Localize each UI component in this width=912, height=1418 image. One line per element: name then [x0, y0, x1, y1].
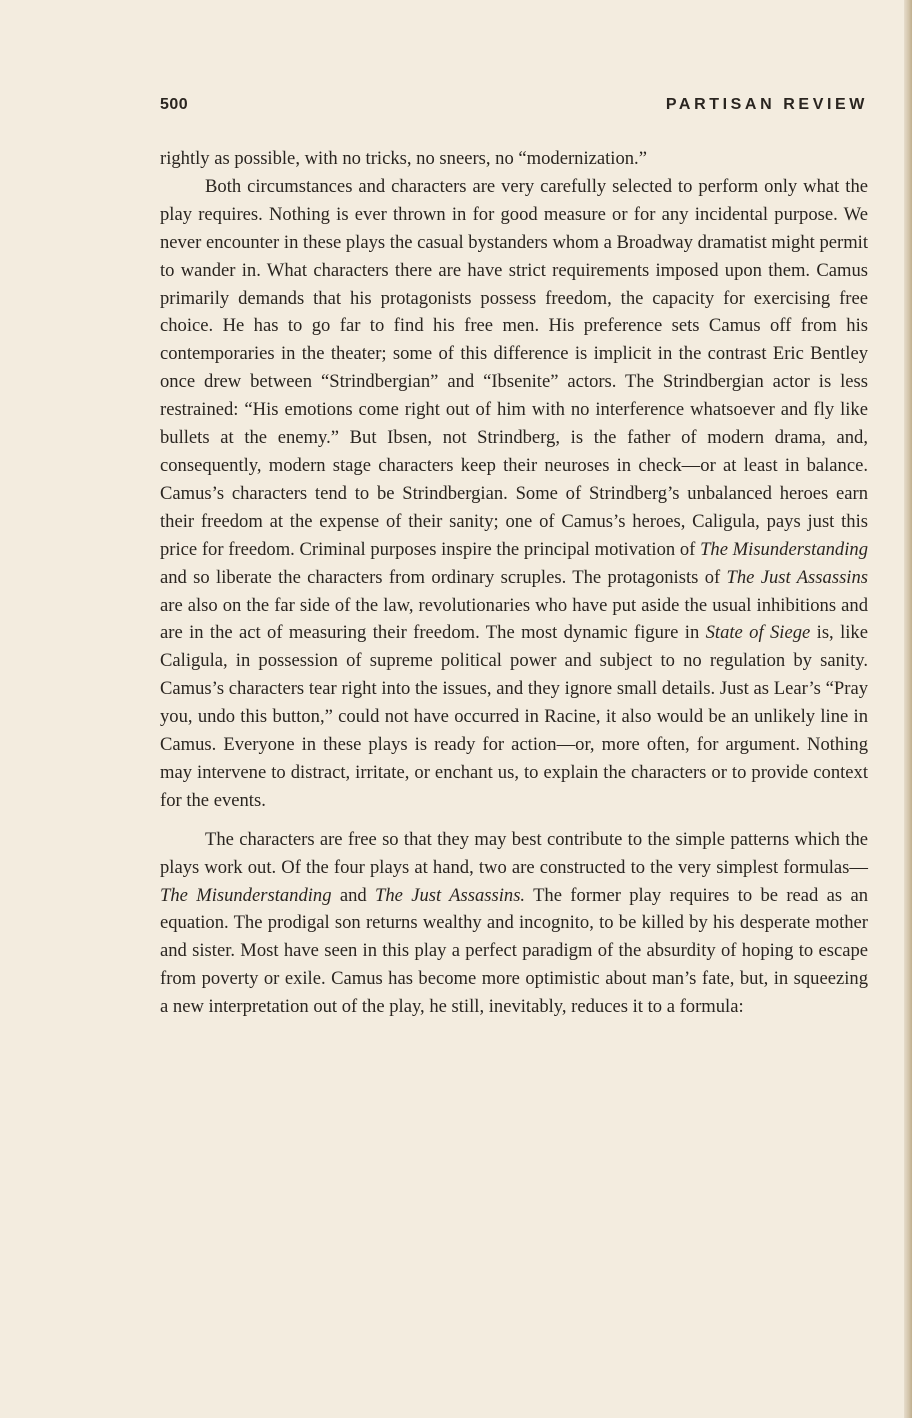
text-run: are also on the far side of the law, revolutionaries who have put aside the usual inhibitions and are in the act of measuring their freedom. The most dynamic figure in — [160, 594, 868, 644]
paragraph — [160, 826, 868, 1021]
play-title: State of Siege — [705, 622, 811, 644]
page-edge — [904, 0, 912, 1418]
paragraph — [160, 173, 868, 815]
text-run: Both circumstances and characters are very carefully selected to perform only what the play requires. Nothing is ever thrown in for good measure or for any incidental purpose. We never encounter in these plays the casual bystanders whom a Broadway dramatist might permit to wander in. What characters there are have strict requirements imposed upon them. Camus primarily demands that his protagonists possess freedom, the capacity for exercising free choice. He has to go far to find his free men. His preference sets Camus off from his contemporaries in the theater; some of this difference is implicit in the contrast Eric Bentley once drew between “Strindbergian” and “Ibsenite” actors. The Strindbergian actor is less restrained: “His emotions come right out of him with no interference whatsoever and fly like bullets at the enemy.” But Ibsen, not Strindberg, is the father of modern drama, and, consequently, modern stage characters keep their neuroses in check—or at least in balance. Camus’s characters tend to be Strindbergian. Some of Strindberg’s unbalanced heroes earn their freedom at the expense of their sanity; one of Camus’s heroes, Caligula, pays just this price for freedom. Criminal purposes inspire the principal motivation of — [160, 175, 868, 560]
text-run: The characters are free so that they may best contribute to the simple patterns which the plays work out. Of the four plays at hand, two are constructed to the very simplest formulas— — [160, 828, 868, 878]
text-run: The former play requires to be read as an equation. The prodigal son returns wealthy and incognito, to be killed by his desperate mother and sister. Most have seen in this play a perfect paradigm of the absurdity of hoping to escape from poverty or exile. Camus has become more optimistic about man’s fate, but, in squeezing a new interpretation out of the play, he still, inevitably, reduces it to a formula: — [160, 884, 868, 1018]
body-text — [160, 145, 868, 1021]
text-run: and — [339, 884, 367, 906]
running-header — [160, 96, 868, 122]
play-title: The Just Assassins — [726, 566, 868, 588]
text-run: and so liberate the characters from ordinary scruples. The protagonists of — [160, 566, 721, 588]
play-title: The Just Assassins. — [375, 884, 526, 906]
paragraph-continued — [160, 145, 868, 173]
play-title: The Misunderstanding — [700, 538, 868, 560]
page-number: 500 — [160, 96, 189, 113]
text-run: is, like Caligula, in possession of supreme political power and subject to no regulation by sanity. Camus’s characters tear right into the issues, and they ignore small details. Just as Lear’s “Pray you, undo this button,” could not have occurred in Racine, it also would be an unlikely line in Camus. Everyone in these plays is ready for action—or, more often, for argument. Nothing may intervene to distract, irritate, or enchant us, to explain the characters or to provide context for the events. — [160, 622, 868, 811]
play-title: The Misunderstanding — [160, 884, 332, 906]
text-run: rightly as possible, with no tricks, no sneers, no “modernization.” — [160, 148, 647, 169]
running-title: PARTISAN REVIEW — [665, 96, 868, 113]
